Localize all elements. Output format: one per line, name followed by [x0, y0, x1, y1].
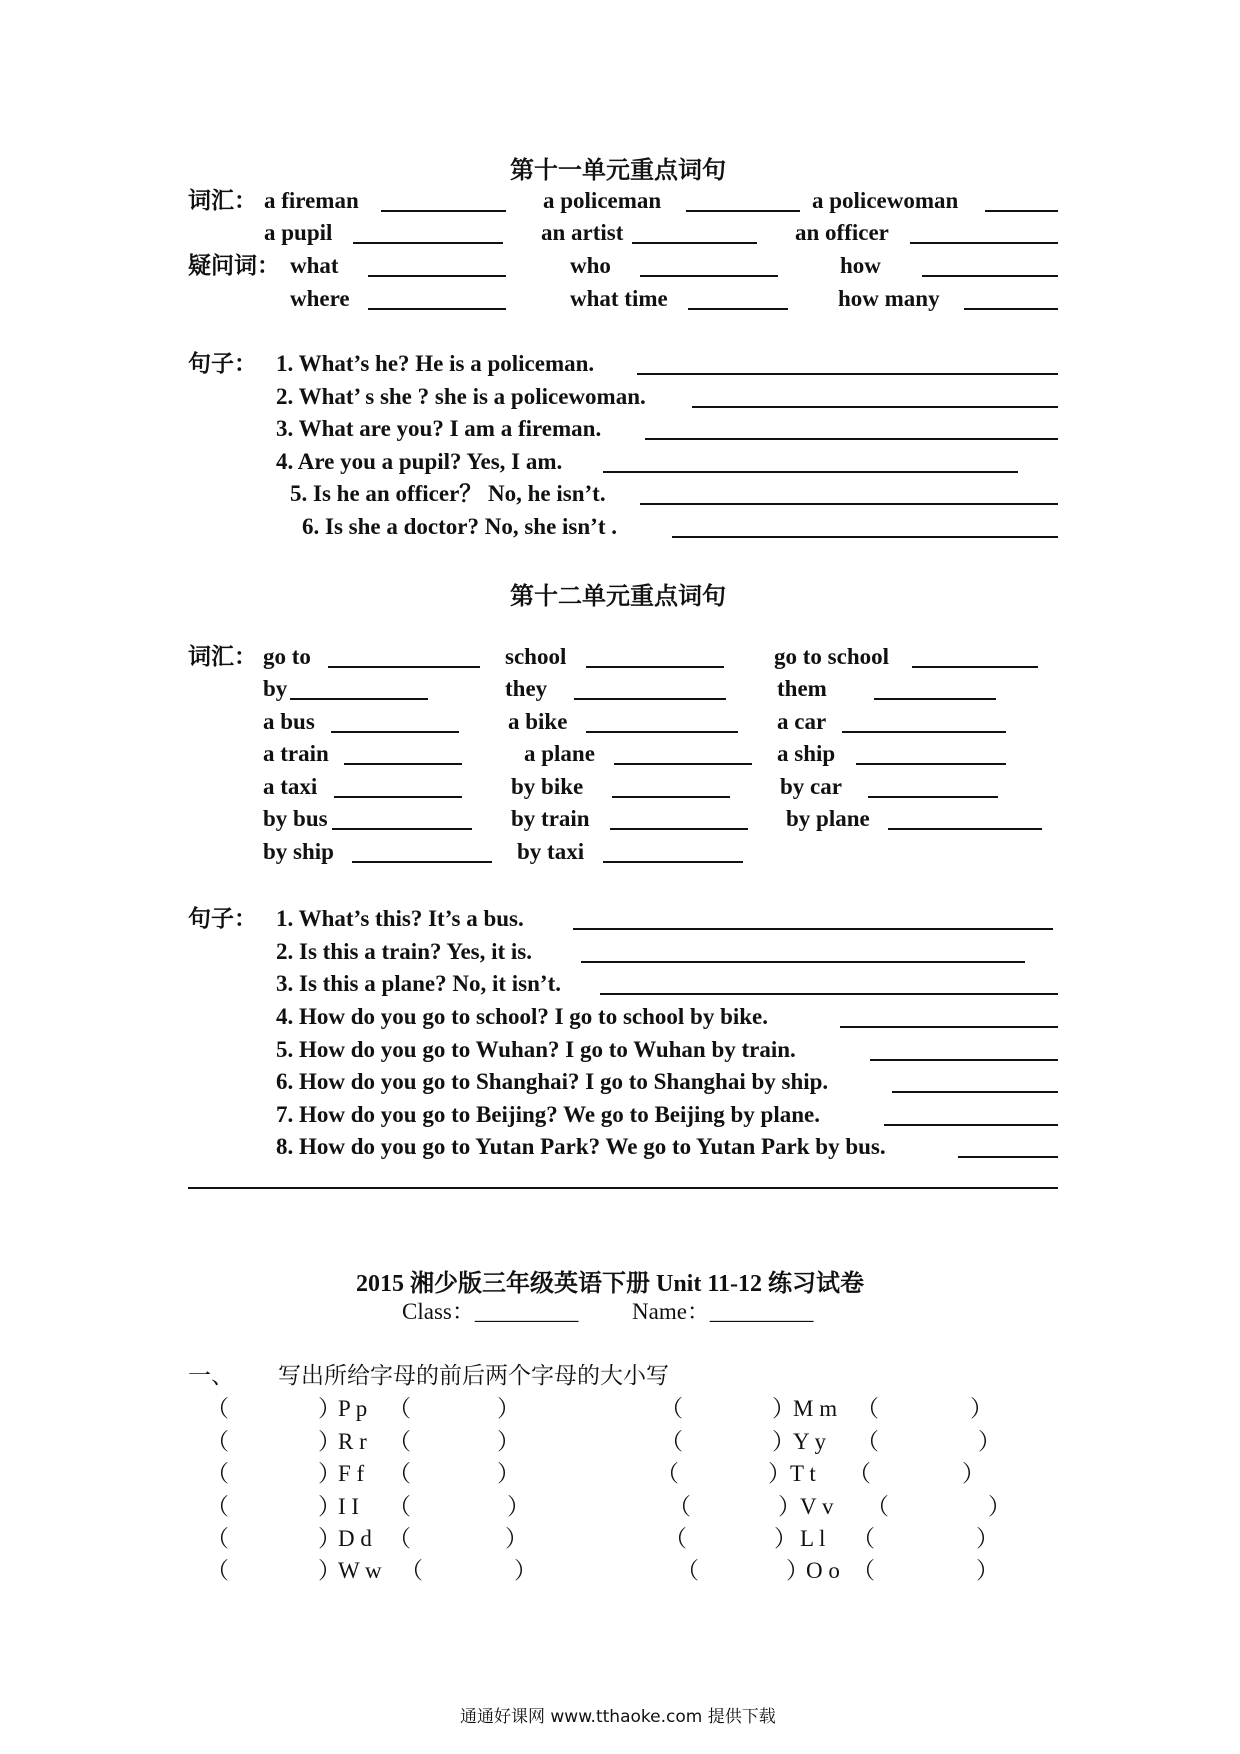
vocab-term: a bike [508, 709, 568, 734]
exam-title: 2015 湘少版三年级英语下册 Unit 11-12 练习试卷 [356, 1271, 865, 1297]
answer-blank[interactable] [870, 1059, 1058, 1061]
given-letters: R r [338, 1429, 367, 1454]
question-word: what [290, 253, 339, 278]
close-paren: ） [772, 1396, 795, 1421]
answer-blank[interactable] [603, 861, 743, 863]
open-paren[interactable]: （ [206, 1396, 229, 1421]
answer-blank[interactable] [600, 993, 1058, 995]
close-paren: ） [786, 1558, 809, 1583]
answer-blank[interactable] [586, 666, 724, 668]
sentence: 7. How do you go to Beijing? We go to Beijing by plane. [276, 1102, 820, 1127]
answer-blank[interactable] [964, 308, 1058, 310]
close-paren: ） [962, 1461, 985, 1486]
unit12-vocab-label: 词汇： [188, 644, 257, 669]
vocab-term: a policewoman [812, 188, 959, 213]
open-paren[interactable]: （ [388, 1526, 411, 1551]
answer-blank[interactable] [672, 536, 1058, 538]
close-paren: ） [318, 1429, 341, 1454]
open-paren[interactable]: （ [206, 1461, 229, 1486]
answer-blank[interactable] [612, 796, 730, 798]
close-paren: ） [497, 1461, 520, 1486]
close-paren: ） [768, 1461, 791, 1486]
given-letters: M m [793, 1396, 838, 1421]
answer-blank[interactable] [344, 763, 462, 765]
answer-blank[interactable] [912, 666, 1038, 668]
given-letters: W w [338, 1558, 382, 1583]
answer-blank[interactable] [290, 698, 428, 700]
close-paren: ） [505, 1526, 528, 1551]
open-paren[interactable]: （ [664, 1526, 687, 1551]
vocab-term: them [777, 676, 827, 701]
close-paren: ） [497, 1429, 520, 1454]
question-word: what time [570, 286, 668, 311]
answer-blank[interactable] [856, 763, 1006, 765]
close-paren: ） [514, 1558, 537, 1583]
answer-blank[interactable] [353, 242, 503, 244]
sentence: 6. Is she a doctor? No, she isn’t . [302, 514, 617, 539]
answer-blank[interactable] [352, 861, 492, 863]
answer-blank[interactable] [381, 210, 506, 212]
open-paren[interactable]: （ [660, 1396, 683, 1421]
answer-blank[interactable] [614, 763, 752, 765]
open-paren[interactable]: （ [206, 1558, 229, 1583]
sentence: 6. How do you go to Shanghai? I go to Shanghai by ship. [276, 1069, 829, 1094]
vocab-term: by car [780, 774, 842, 799]
open-paren[interactable]: （ [206, 1429, 229, 1454]
vocab-term: an artist [541, 220, 624, 245]
close-paren: ） [976, 1558, 999, 1583]
close-paren: ） [318, 1494, 341, 1519]
given-letters: L l [800, 1526, 826, 1551]
open-paren[interactable]: （ [660, 1429, 683, 1454]
sentence: 8. How do you go to Yutan Park? We go to Yutan Park by bus. [276, 1134, 886, 1159]
vocab-term: go to [263, 644, 311, 669]
name-field[interactable]: Name：_________ [632, 1299, 814, 1324]
vocab-term: an officer [795, 220, 889, 245]
vocab-term: they [505, 676, 548, 701]
answer-blank[interactable] [331, 731, 459, 733]
open-paren[interactable]: （ [656, 1461, 679, 1486]
given-letters: V v [800, 1494, 834, 1519]
close-paren: ） [318, 1461, 341, 1486]
answer-blank[interactable] [574, 698, 726, 700]
answer-blank[interactable] [640, 503, 1058, 505]
sentence: 2. Is this a train? Yes, it is. [276, 939, 532, 964]
question-word: where [290, 286, 350, 311]
vocab-term: school [505, 644, 567, 669]
answer-blank[interactable] [610, 828, 748, 830]
sentence: 4. Are you a pupil? Yes, I am. [276, 449, 563, 474]
sentence: 3. Is this a plane? No, it isn’t. [276, 971, 561, 996]
sentence: 1. What’s this? It’s a bus. [276, 906, 524, 931]
answer-blank[interactable] [688, 308, 788, 310]
open-paren[interactable]: （ [388, 1429, 411, 1454]
sentence: 2. What’ s she ? she is a policewoman. [276, 384, 646, 409]
vocab-term: by plane [786, 806, 870, 831]
answer-blank[interactable] [874, 698, 996, 700]
answer-blank[interactable] [328, 666, 480, 668]
unit11-sentence-label: 句子： [188, 351, 257, 376]
vocab-term: by train [511, 806, 590, 831]
answer-blank[interactable] [586, 731, 738, 733]
answer-blank[interactable] [332, 828, 472, 830]
vocab-term: by bus [263, 806, 328, 831]
answer-blank[interactable] [985, 210, 1058, 212]
vocab-term: a ship [777, 741, 836, 766]
close-paren: ） [507, 1494, 530, 1519]
open-paren[interactable]: （ [388, 1461, 411, 1486]
answer-blank[interactable] [640, 275, 778, 277]
unit12-title: 第十二单元重点词句 [510, 584, 726, 610]
close-paren: ） [970, 1396, 993, 1421]
sentence: 3. What are you? I am a fireman. [276, 416, 602, 441]
answer-blank[interactable] [692, 406, 1058, 408]
vocab-term: by bike [511, 774, 584, 799]
sentence: 5. Is he an officer？ No, he isn’t. [290, 481, 606, 506]
close-paren: ） [778, 1494, 801, 1519]
open-paren[interactable]: （ [388, 1494, 411, 1519]
vocab-term: a plane [524, 741, 595, 766]
close-paren: ） [497, 1396, 520, 1421]
answer-blank[interactable] [884, 1124, 1058, 1126]
answer-blank[interactable] [686, 210, 800, 212]
vocab-term: a bus [263, 709, 315, 734]
given-letters: T t [790, 1461, 816, 1486]
question-word: who [570, 253, 611, 278]
vocab-term: by ship [263, 839, 334, 864]
answer-blank[interactable] [645, 438, 1058, 440]
unit11-vocab-label: 词汇： [188, 188, 257, 213]
question-word: how [840, 253, 881, 278]
vocab-term: by taxi [517, 839, 585, 864]
unit11-title: 第十一单元重点词句 [510, 158, 726, 184]
answer-blank[interactable] [632, 242, 757, 244]
vocab-term: a policeman [543, 188, 662, 213]
class-field[interactable]: Class：_________ [402, 1299, 579, 1324]
close-paren: ） [318, 1558, 341, 1583]
given-letters: D d [338, 1526, 372, 1551]
answer-blank[interactable] [958, 1156, 1058, 1158]
close-paren: ） [318, 1526, 341, 1551]
open-paren[interactable]: （ [856, 1396, 879, 1421]
given-letters: O o [806, 1558, 840, 1583]
answer-blank[interactable] [840, 1026, 1058, 1028]
answer-blank[interactable] [842, 731, 1006, 733]
close-paren: ） [774, 1526, 797, 1551]
vocab-term: a fireman [264, 188, 359, 213]
open-paren[interactable]: （ [852, 1558, 875, 1583]
open-paren[interactable]: （ [206, 1526, 229, 1551]
vocab-term: a taxi [263, 774, 318, 799]
given-letters: I I [338, 1494, 360, 1519]
section1-title: 写出所给字母的前后两个字母的大小写 [278, 1363, 669, 1388]
question-word: how many [838, 286, 940, 311]
close-paren: ） [772, 1429, 795, 1454]
footer-credit: 通通好课网 www.tthaoke.com 提供下载 [460, 1707, 776, 1727]
vocab-term: a car [777, 709, 827, 734]
vocab-term: a pupil [264, 220, 333, 245]
section-divider [188, 1187, 1058, 1189]
answer-blank[interactable] [603, 471, 1018, 473]
close-paren: ） [988, 1494, 1011, 1519]
answer-blank[interactable] [368, 308, 506, 310]
open-paren[interactable]: （ [388, 1396, 411, 1421]
open-paren[interactable]: （ [848, 1461, 871, 1486]
answer-blank[interactable] [910, 242, 1058, 244]
open-paren[interactable]: （ [668, 1494, 691, 1519]
given-letters: F f [338, 1461, 365, 1486]
sentence: 4. How do you go to school? I go to school by bike. [276, 1004, 769, 1029]
open-paren[interactable]: （ [852, 1526, 875, 1551]
close-paren: ） [318, 1396, 341, 1421]
close-paren: ） [976, 1526, 999, 1551]
open-paren[interactable]: （ [856, 1429, 879, 1454]
answer-blank[interactable] [573, 928, 1053, 930]
open-paren[interactable]: （ [676, 1558, 699, 1583]
answer-blank[interactable] [868, 796, 998, 798]
given-letters: P p [338, 1396, 368, 1421]
close-paren: ） [978, 1429, 1001, 1454]
open-paren[interactable]: （ [400, 1558, 423, 1583]
vocab-term: a train [263, 741, 329, 766]
answer-blank[interactable] [637, 373, 1058, 375]
unit11-question-label: 疑问词： [188, 253, 280, 278]
answer-blank[interactable] [581, 961, 1025, 963]
answer-blank[interactable] [368, 275, 506, 277]
given-letters: Y y [793, 1429, 827, 1454]
section1-number: 一、 [188, 1363, 234, 1388]
vocab-term: by [263, 676, 288, 701]
sentence: 1. What’s he? He is a policeman. [276, 351, 595, 376]
answer-blank[interactable] [334, 796, 462, 798]
sentence: 5. How do you go to Wuhan? I go to Wuhan by train. [276, 1037, 796, 1062]
answer-blank[interactable] [888, 828, 1042, 830]
open-paren[interactable]: （ [866, 1494, 889, 1519]
unit12-sentence-label: 句子： [188, 906, 257, 931]
open-paren[interactable]: （ [206, 1494, 229, 1519]
answer-blank[interactable] [892, 1091, 1058, 1093]
answer-blank[interactable] [922, 275, 1058, 277]
vocab-term: go to school [774, 644, 889, 669]
